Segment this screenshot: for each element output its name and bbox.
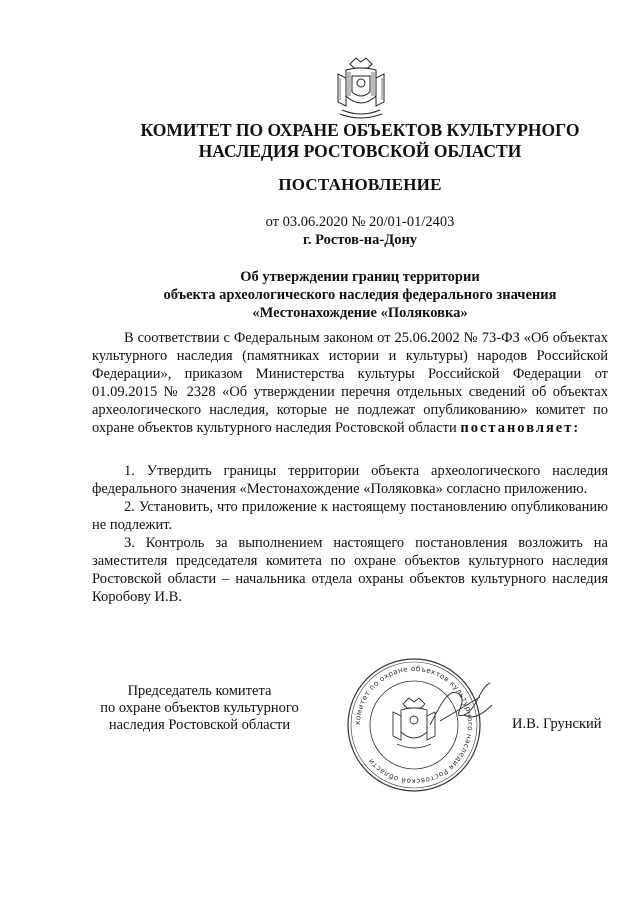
date-number: от 03.06.2020 № 20/01-01/2403 — [265, 214, 455, 230]
signatory-title-line-3: наследия Ростовской области — [108, 717, 291, 733]
subject-line-3: «Местонахождение «Поляковка» — [252, 305, 468, 321]
coat-of-arms-icon — [330, 56, 392, 122]
decree-items — [92, 462, 608, 606]
subject-line-2: объекта археологического наследия федерального значения — [163, 287, 557, 303]
preamble-paragraph — [92, 329, 608, 437]
decree-item-3: 3. Контроль за выполнением настоящего постановления возложить на заместителя председателя комитета по охране объектов культурного наследия Ростовской области – начальника отдела охраны объектов культурного наследия Коробову И.В. — [92, 535, 608, 605]
decree-item-2: 2. Установить, что приложение к настоящему постановлению опубликованию не подлежит. — [92, 499, 608, 533]
signature-icon — [420, 675, 500, 735]
subject-line-1: Об утверждении границ территории — [240, 269, 480, 285]
signatory-name: И.В. Грунский — [512, 716, 602, 732]
decree-word: постановляет: — [460, 420, 581, 436]
document-subject — [100, 268, 620, 322]
seal-text: комитет по охране объектов культурного наследия Ростовской области — [352, 663, 476, 787]
document-type: ПОСТАНОВЛЕНИЕ — [278, 175, 442, 194]
signatory-title — [92, 683, 307, 734]
city: г. Ростов-на-Дону — [302, 232, 418, 248]
signatory-title-line-2: по охране объектов культурного — [100, 700, 299, 716]
organization-name — [100, 120, 620, 162]
org-line-1: КОМИТЕТ ПО ОХРАНЕ ОБЪЕКТОВ КУЛЬТУРНОГО — [140, 120, 580, 140]
decree-item-1: 1. Утвердить границы территории объекта археологического наследия федерального значения «Местонахождение «Поляковка» согласно приложению. — [92, 463, 608, 497]
signatory-title-line-1: Председатель комитета — [127, 683, 272, 699]
org-line-2: НАСЛЕДИЯ РОСТОВСКОЙ ОБЛАСТИ — [198, 141, 522, 161]
preamble-text: В соответствии с Федеральным законом от 25.06.2002 № 73-ФЗ «Об объектах культурного наследия (памятниках истории и культуры) народов Российской Федерации», приказом Министерства культуры Российской Федерации от 01.09.2015 № 2328 «Об утверждении перечня отдельных сведений об объектах археологического наследия, которые не подлежат опубликованию» комитет по охране объектов культурного наследия Ростовской области — [92, 330, 608, 436]
